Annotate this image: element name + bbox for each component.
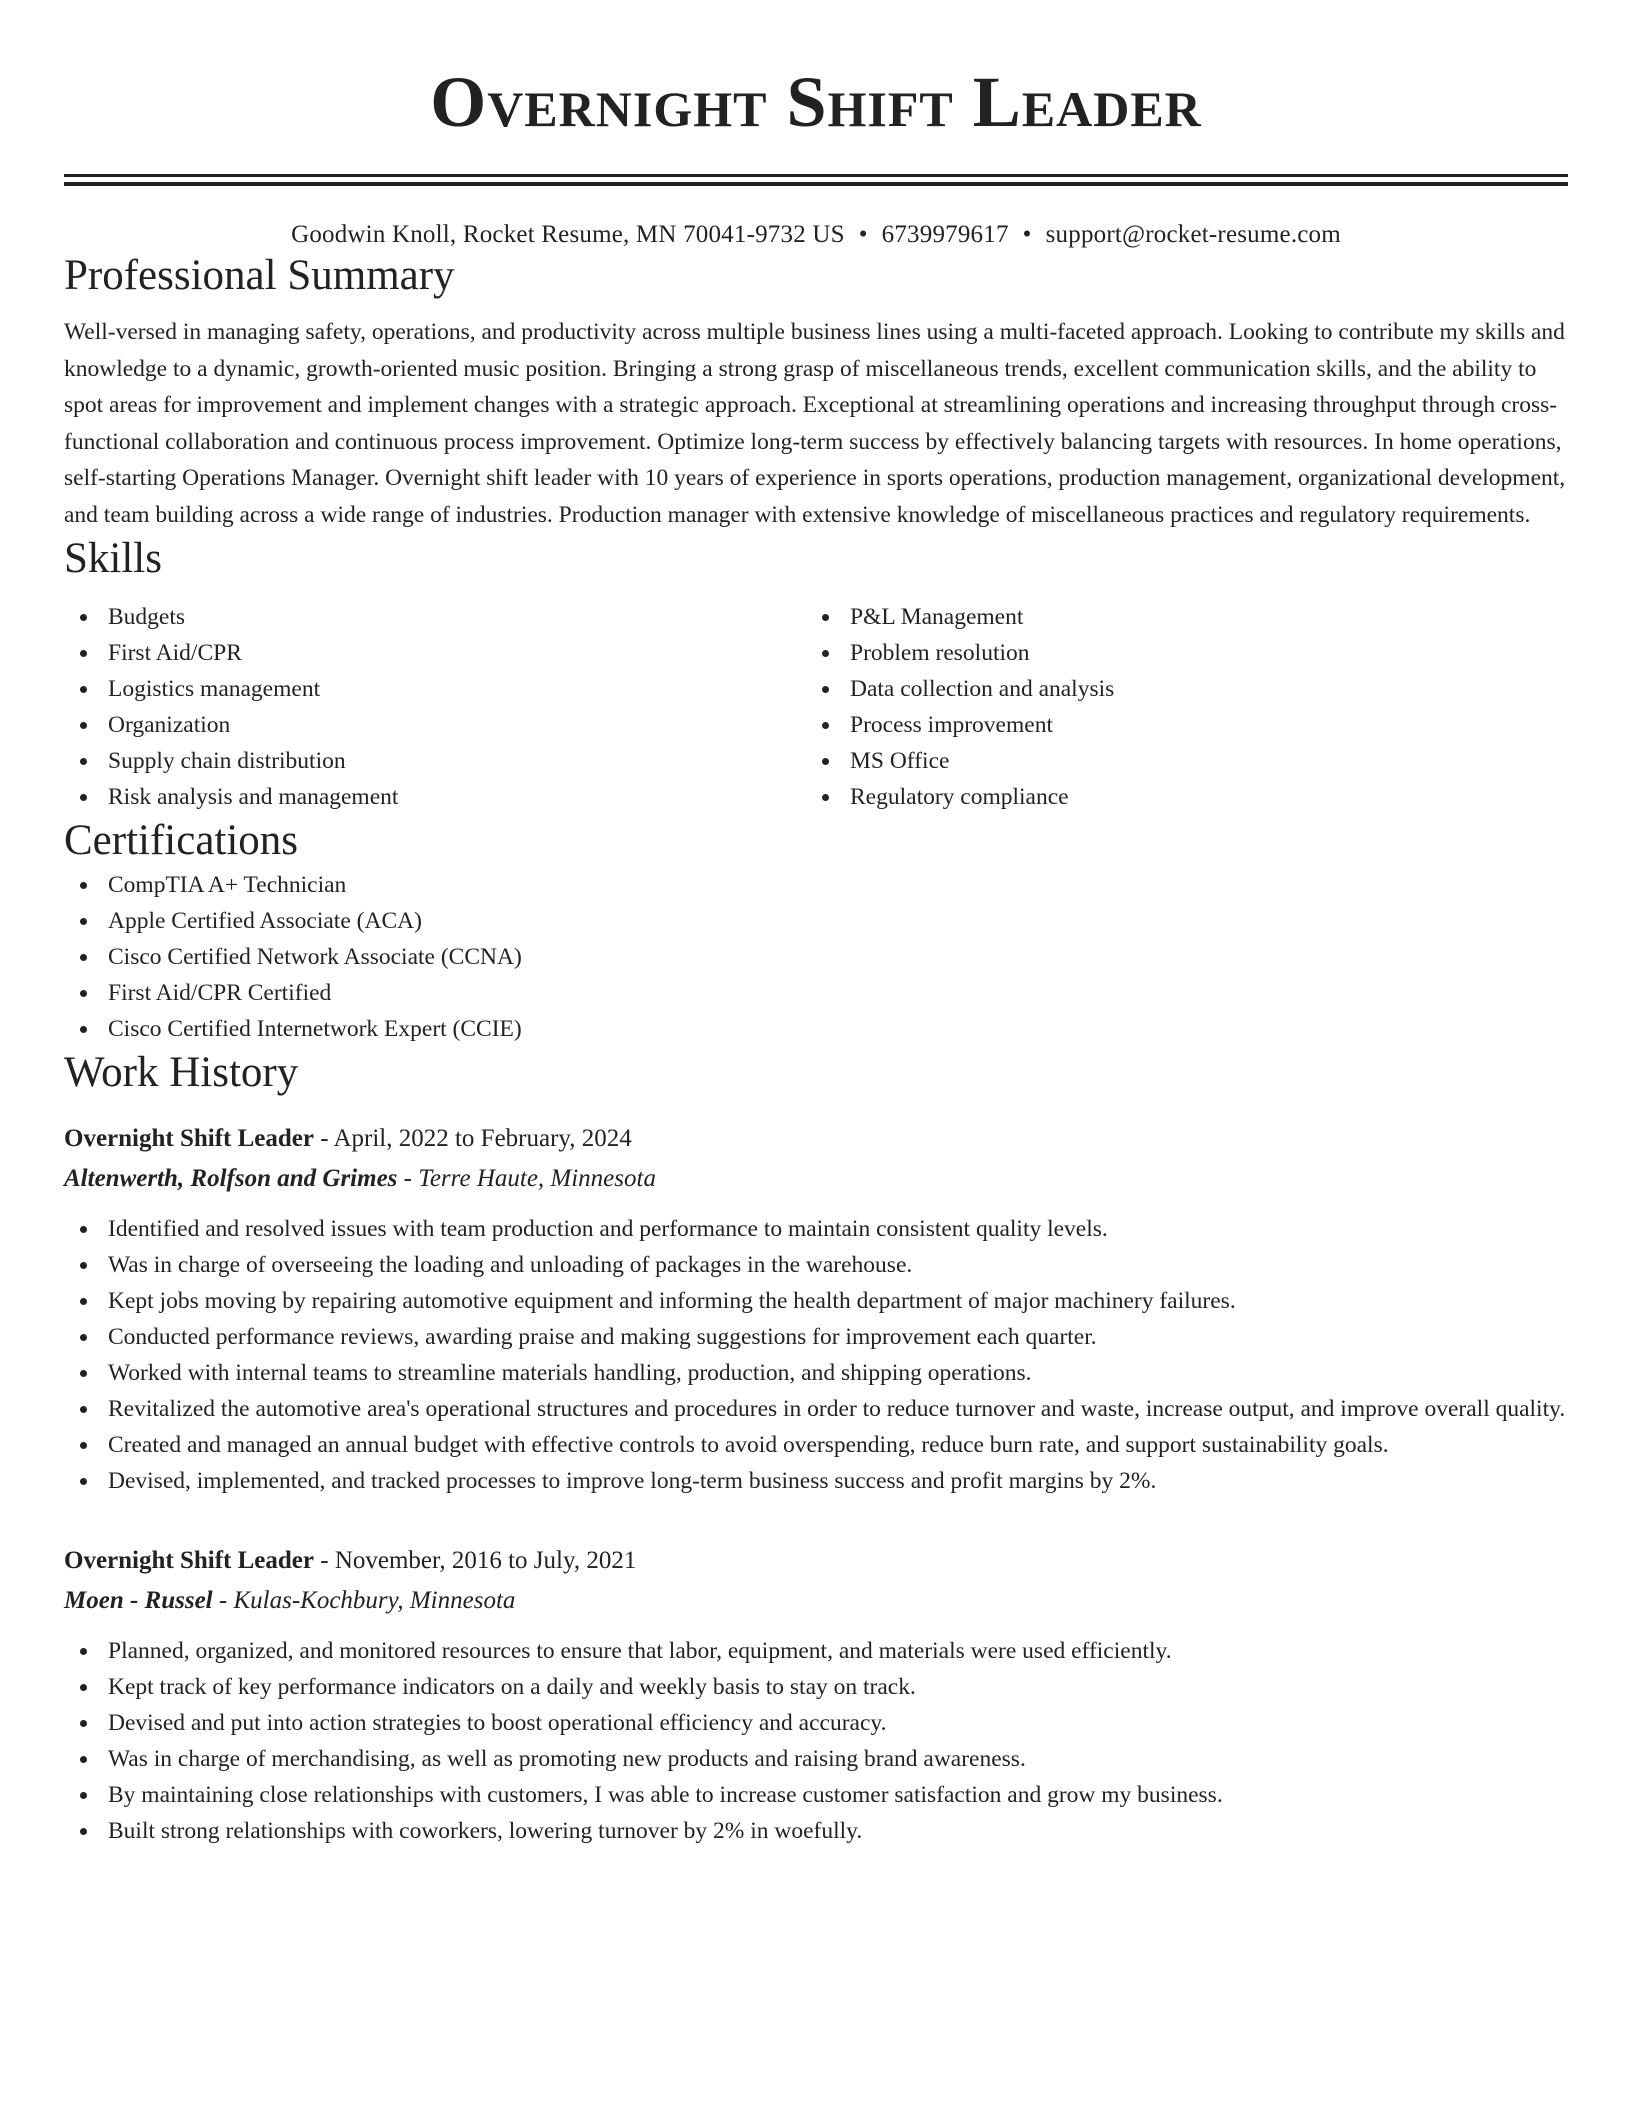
job-duty-item: Was in charge of merchandising, as well as promoting new products and raising brand awareness. (64, 1741, 1568, 1777)
job-duty-item: By maintaining close relationships with customers, I was able to increase customer satisfaction and grow my business. (64, 1777, 1568, 1813)
skill-item: Process improvement (806, 707, 1548, 743)
skill-item: Organization (64, 707, 806, 743)
job-entry (64, 1541, 1568, 1849)
job-duty-item: Kept jobs moving by repairing automotive equipment and informing the health department of major machinery failures. (64, 1283, 1568, 1319)
header-divider-thin (64, 182, 1568, 186)
contact-separator: • (858, 221, 868, 248)
contact-phone: 6739979617 (881, 221, 1009, 248)
job-entry (64, 1119, 1568, 1499)
job-company-line (64, 1159, 1568, 1199)
skill-item: Risk analysis and management (64, 779, 806, 815)
job-duty-item: Was in charge of overseeing the loading and unloading of packages in the warehouse. (64, 1247, 1568, 1283)
certification-item: CompTIA A+ Technician (64, 867, 1568, 903)
skill-item: Regulatory compliance (806, 779, 1548, 815)
skill-item: MS Office (806, 743, 1548, 779)
contact-separator: • (1022, 221, 1032, 248)
skill-item: First Aid/CPR (64, 635, 806, 671)
certification-item: Cisco Certified Internetwork Expert (CCIE) (64, 1011, 1568, 1047)
job-duties-list (64, 1633, 1568, 1849)
skill-item: P&L Management (806, 599, 1548, 635)
job-company: Moen - Russel (64, 1587, 213, 1614)
job-duty-item: Built strong relationships with coworkers, lowering turnover by 2% in woefully. (64, 1813, 1568, 1849)
skill-item: Data collection and analysis (806, 671, 1548, 707)
job-duty-item: Kept track of key performance indicators on a daily and weekly basis to stay on track. (64, 1669, 1568, 1705)
job-duty-item: Worked with internal teams to streamline materials handling, production, and shipping operations. (64, 1355, 1568, 1391)
job-role: Overnight Shift Leader (64, 1125, 314, 1152)
certification-item: Apple Certified Associate (ACA) (64, 903, 1568, 939)
job-title-line (64, 1541, 1568, 1581)
certifications-heading: Certifications (64, 817, 299, 864)
job-duties-list (64, 1211, 1568, 1499)
skills-heading: Skills (64, 535, 162, 582)
summary-text: Well-versed in managing safety, operations, and productivity across multiple business lines using a multi-faceted approach. Looking to contribute my skills and knowledge to a dynamic, growth-oriented music position. Bringing a strong grasp of miscellaneous trends, excellent communication skills, and the ability to spot areas for improvement and implement changes with a strategic approach. Exceptional at streamlining operations and increasing throughput through cross-functional collaboration and continuous process improvement. Optimize long-term success by effectively balancing targets with resources. In home operations, self-starting Operations Manager. Overnight shift leader with 10 years of experience in sports operations, production management, organizational development, and team building across a wide range of industries. Production manager with extensive knowledge of miscellaneous practices and regulatory requirements. (64, 319, 1566, 528)
job-duty-item: Identified and resolved issues with team production and performance to maintain consistent quality levels. (64, 1211, 1568, 1247)
job-duty-item: Revitalized the automotive area's operational structures and procedures in order to reduce turnover and waste, increase output, and improve overall quality. (64, 1391, 1568, 1427)
contact-address: Goodwin Knoll, Rocket Resume, MN 70041-9732 US (291, 221, 845, 248)
job-dates: - April, 2022 to February, 2024 (314, 1125, 632, 1152)
job-duty-item: Devised and put into action strategies to boost operational efficiency and accuracy. (64, 1705, 1568, 1741)
job-company-line (64, 1581, 1568, 1621)
skills-list (64, 599, 1568, 815)
job-title-line (64, 1119, 1568, 1159)
job-duty-item: Planned, organized, and monitored resources to ensure that labor, equipment, and materials were used efficiently. (64, 1633, 1568, 1669)
header-divider-thick (64, 174, 1568, 177)
contact-email: support@rocket-resume.com (1045, 221, 1341, 248)
job-company: Altenwerth, Rolfson and Grimes (64, 1165, 398, 1192)
summary-heading: Professional Summary (64, 252, 455, 299)
work-history-heading: Work History (64, 1049, 299, 1096)
contact-line (64, 220, 1568, 250)
job-duty-item: Devised, implemented, and tracked processes to improve long-term business success and profit margins by 2%. (64, 1463, 1568, 1499)
job-location: - Terre Haute, Minnesota (397, 1165, 656, 1192)
skills-column-right (806, 599, 1548, 815)
skill-item: Budgets (64, 599, 806, 635)
skill-item: Supply chain distribution (64, 743, 806, 779)
job-duty-item: Created and managed an annual budget with effective controls to avoid overspending, reduce burn rate, and support sustainability goals. (64, 1427, 1568, 1463)
skill-item: Problem resolution (806, 635, 1548, 671)
job-location: - Kulas-Kochbury, Minnesota (212, 1587, 516, 1614)
candidate-name: Overnight Shift Leader (430, 62, 1202, 142)
certifications-list (64, 867, 1568, 1047)
skill-item: Logistics management (64, 671, 806, 707)
certification-item: First Aid/CPR Certified (64, 975, 1568, 1011)
certification-item: Cisco Certified Network Associate (CCNA) (64, 939, 1568, 975)
job-duty-item: Conducted performance reviews, awarding praise and making suggestions for improvement each quarter. (64, 1319, 1568, 1355)
skills-column-left (64, 599, 806, 815)
job-dates: - November, 2016 to July, 2021 (314, 1547, 637, 1574)
job-role: Overnight Shift Leader (64, 1547, 314, 1574)
